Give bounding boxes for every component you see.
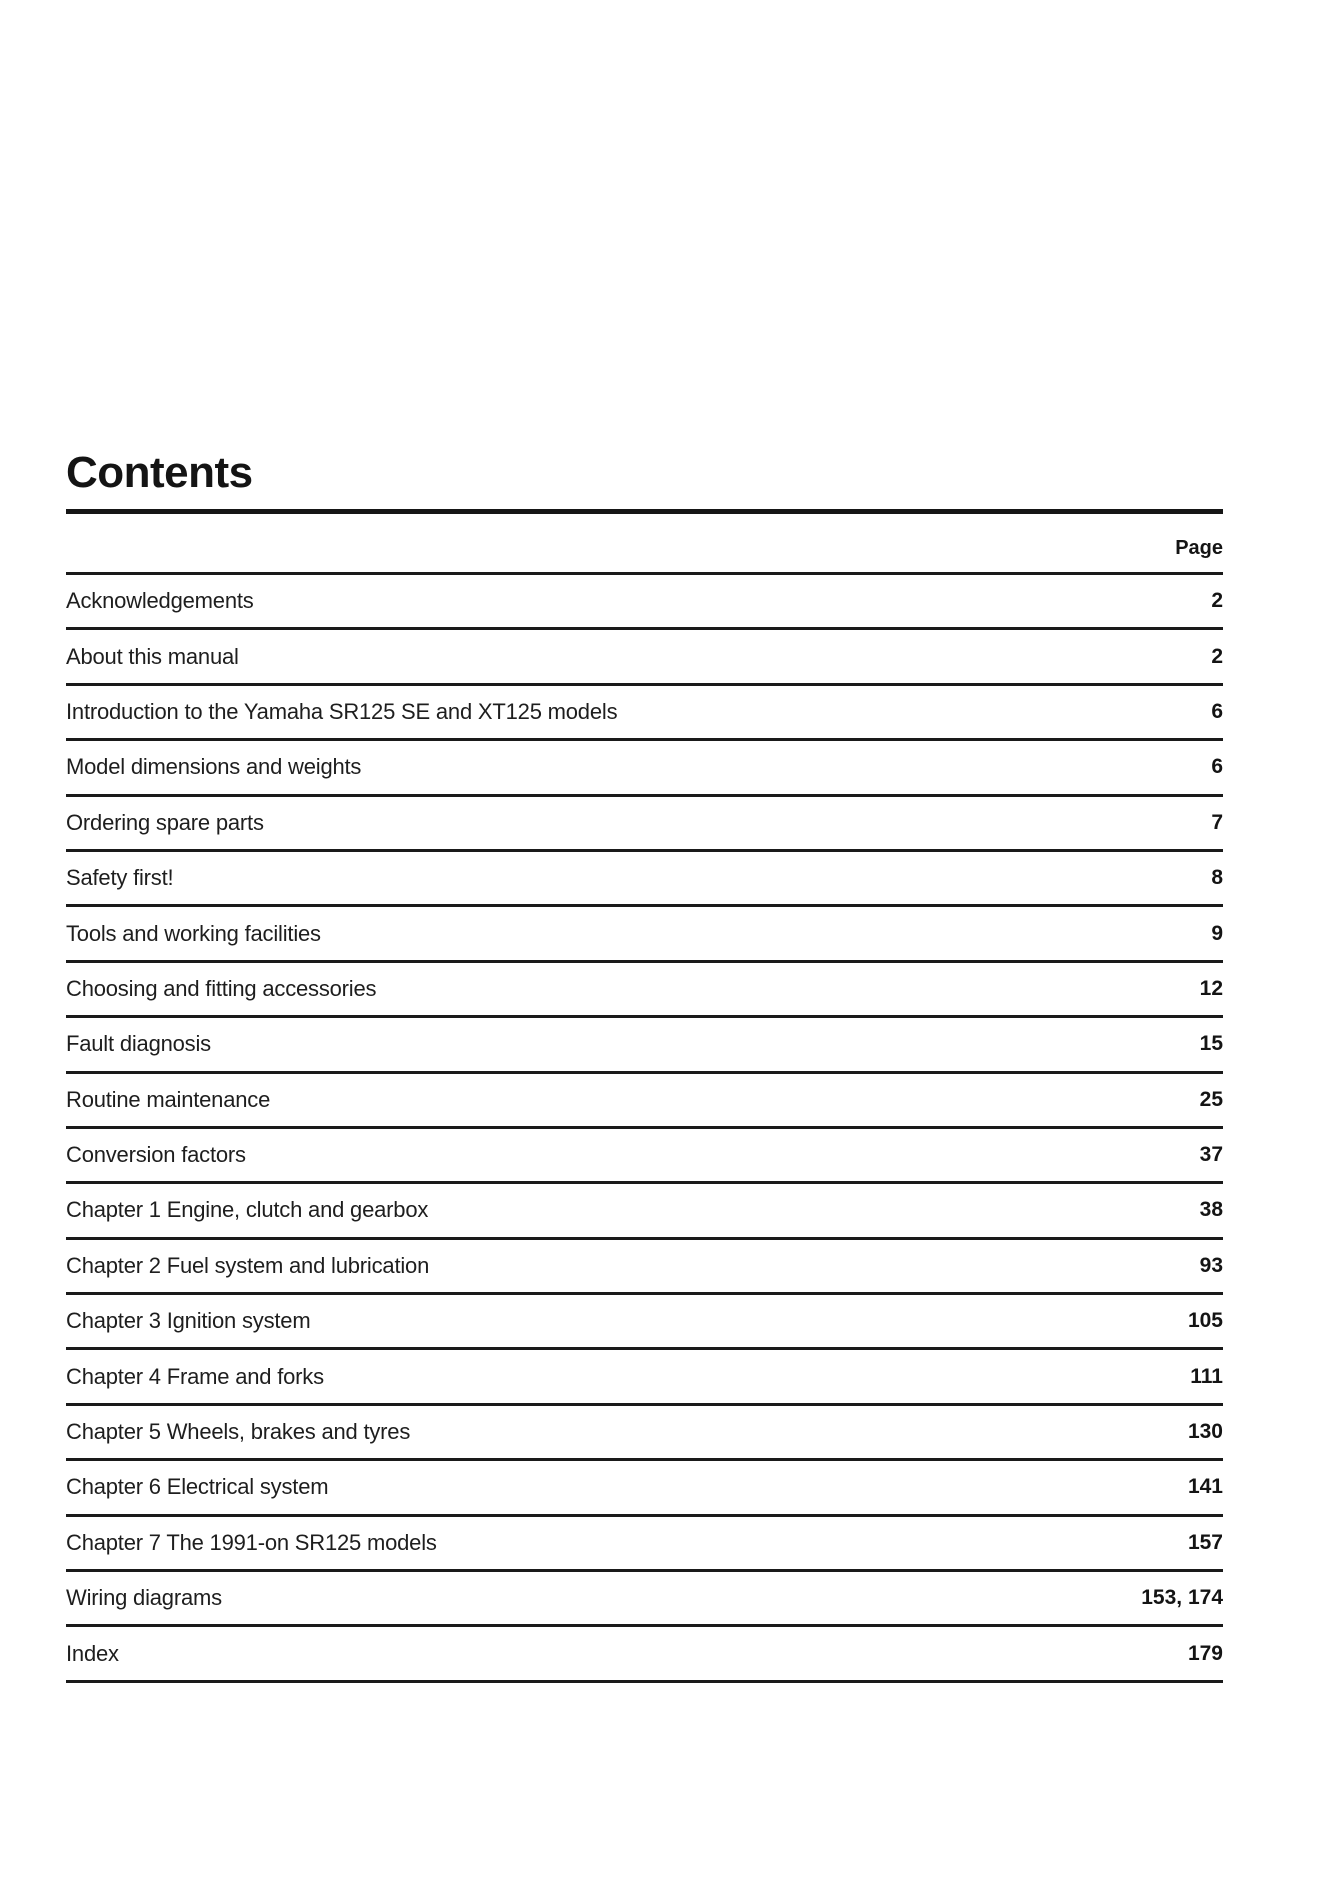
toc-entry-page: 111 <box>1190 1364 1223 1388</box>
toc-row <box>66 1015 1223 1070</box>
toc-row <box>66 1403 1223 1458</box>
toc-row <box>66 738 1223 793</box>
toc-entry-label: Acknowledgements <box>66 588 254 614</box>
toc-row <box>66 1624 1223 1679</box>
toc-row <box>66 1569 1223 1624</box>
toc-entry-label: Routine maintenance <box>66 1086 271 1112</box>
toc-entry-page: 38 <box>1199 1198 1223 1222</box>
toc-entry-label: Model dimensions and weights <box>66 754 362 780</box>
toc-entry-label: Chapter 6 Electrical system <box>66 1474 329 1500</box>
toc-row <box>66 627 1223 682</box>
toc-entry-label: Chapter 2 Fuel system and lubrication <box>66 1252 430 1278</box>
toc-entry-page: 37 <box>1199 1143 1223 1167</box>
toc-entry-label: Chapter 3 Ignition system <box>66 1308 311 1334</box>
toc-entry-page: 7 <box>1211 810 1223 834</box>
toc-row <box>66 1071 1223 1126</box>
toc-entry-page: 93 <box>1199 1253 1223 1277</box>
toc-entry-label: Wiring diagrams <box>66 1585 222 1611</box>
toc-row <box>66 683 1223 738</box>
toc-entry-label: Fault diagnosis <box>66 1031 211 1057</box>
toc-row <box>66 904 1223 959</box>
toc-row <box>66 1514 1223 1569</box>
toc-row <box>66 1181 1223 1236</box>
toc-entry-page: 15 <box>1199 1032 1223 1056</box>
toc-entry-label: Choosing and fitting accessories <box>66 975 377 1001</box>
toc-list <box>66 572 1223 1680</box>
page-title: Contents <box>66 448 253 497</box>
toc-entry-label: Index <box>66 1640 119 1666</box>
toc-entry-label: Conversion factors <box>66 1142 246 1168</box>
toc-row <box>66 849 1223 904</box>
toc-row <box>66 1126 1223 1181</box>
toc-entry-label: Chapter 1 Engine, clutch and gearbox <box>66 1197 429 1223</box>
toc-entry-label: Ordering spare parts <box>66 809 264 835</box>
toc-entry-page: 6 <box>1211 755 1223 779</box>
toc-entry-page: 9 <box>1211 921 1223 945</box>
contents-section <box>66 450 1223 1683</box>
toc-row <box>66 960 1223 1015</box>
title-rule <box>66 509 1223 514</box>
toc-row <box>66 1292 1223 1347</box>
toc-entry-label: Safety first! <box>66 865 174 891</box>
toc-entry-label: Introduction to the Yamaha SR125 SE and XT125 models <box>66 698 618 724</box>
toc-row <box>66 572 1223 627</box>
toc-entry-page: 2 <box>1211 589 1223 613</box>
toc-entry-page: 105 <box>1187 1309 1223 1333</box>
closing-rule <box>66 1680 1223 1683</box>
toc-row <box>66 794 1223 849</box>
toc-entry-page: 130 <box>1187 1420 1223 1444</box>
toc-row <box>66 1458 1223 1513</box>
toc-entry-page: 8 <box>1211 866 1223 890</box>
toc-row <box>66 1237 1223 1292</box>
toc-entry-label: About this manual <box>66 643 239 669</box>
toc-entry-page: 141 <box>1187 1475 1223 1499</box>
toc-entry-page: 153, 174 <box>1141 1586 1223 1610</box>
toc-entry-page: 12 <box>1199 976 1223 1000</box>
toc-entry-label: Chapter 7 The 1991-on SR125 models <box>66 1529 437 1555</box>
toc-entry-page: 6 <box>1211 699 1223 723</box>
toc-entry-page: 157 <box>1187 1530 1223 1554</box>
toc-entry-label: Chapter 5 Wheels, brakes and tyres <box>66 1419 411 1445</box>
page-column-header: Page <box>1175 537 1223 559</box>
toc-entry-label: Tools and working facilities <box>66 920 321 946</box>
toc-entry-page: 2 <box>1211 644 1223 668</box>
toc-entry-page: 25 <box>1199 1087 1223 1111</box>
toc-entry-label: Chapter 4 Frame and forks <box>66 1363 324 1389</box>
toc-entry-page: 179 <box>1187 1641 1223 1665</box>
toc-row <box>66 1347 1223 1402</box>
